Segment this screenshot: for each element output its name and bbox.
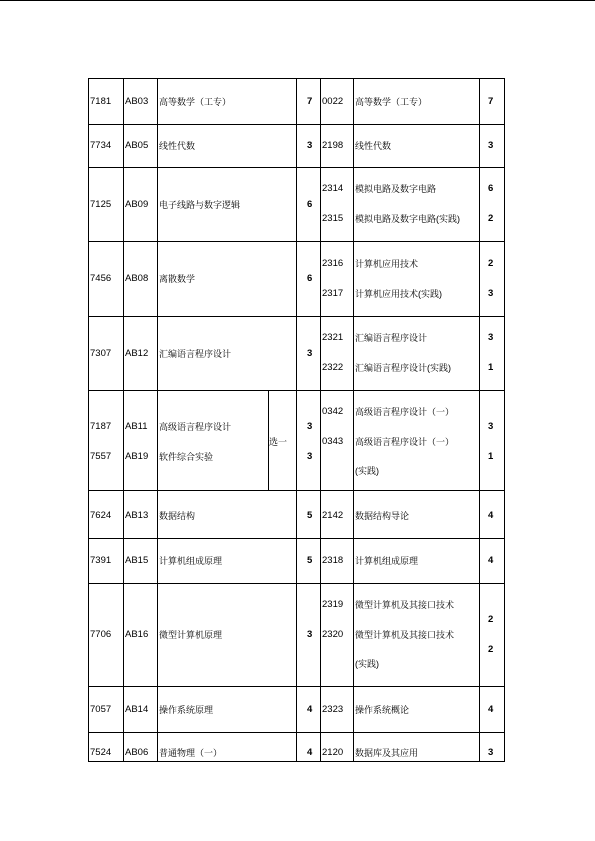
- course-code-cell: 7706: [90, 629, 112, 640]
- substitute-code-cell: 2316: [322, 258, 344, 269]
- course-code-cell: 7391: [90, 555, 112, 566]
- substitute-code-cell: 2322: [322, 362, 344, 373]
- substitute-name-cell: 高等数学（工专）: [355, 97, 428, 107]
- substitute-name-cell: 计算机应用技术(实践): [355, 289, 442, 299]
- course-name-cell: 离散数学: [159, 274, 196, 284]
- course-code-cell: 7125: [90, 199, 112, 210]
- course-code-cell: 7057: [90, 704, 112, 715]
- substitute-code-cell: 2120: [322, 747, 344, 758]
- course-id-cell: AB03: [125, 96, 149, 107]
- course-id-cell: AB19: [125, 451, 149, 462]
- course-name-cell: 线性代数: [159, 141, 196, 151]
- substitute-credits-cell: 3: [488, 140, 494, 151]
- substitute-name-continuation: (实践): [355, 466, 379, 476]
- substitute-credits-cell: 2: [488, 644, 494, 655]
- substitute-credits-cell: 6: [488, 183, 494, 194]
- substitute-name-cell: 操作系统概论: [355, 705, 410, 715]
- page-top-rule: [0, 0, 595, 1]
- credits-cell: 3: [307, 140, 313, 151]
- column-divider: [157, 78, 158, 762]
- substitute-code-cell: 2318: [322, 555, 344, 566]
- substitute-credits-cell: 4: [488, 555, 494, 566]
- substitute-credits-cell: 3: [488, 332, 494, 343]
- substitute-name-cell: 计算机组成原理: [355, 556, 419, 566]
- credits-cell: 4: [307, 704, 313, 715]
- substitute-name-cell: 高级语言程序设计（一）: [355, 437, 455, 447]
- course-id-cell: AB09: [125, 199, 149, 210]
- course-id-cell: AB16: [125, 629, 149, 640]
- substitute-credits-cell: 3: [488, 288, 494, 299]
- course-code-cell: 7181: [90, 96, 112, 107]
- substitute-credits-cell: 2: [488, 213, 494, 224]
- substitute-name-cell: 模拟电路及数字电路(实践): [355, 214, 460, 224]
- substitute-code-cell: 2321: [322, 332, 344, 343]
- substitute-name-cell: 数据结构导论: [355, 511, 410, 521]
- credits-cell: 6: [307, 199, 313, 210]
- course-name-cell: 计算机组成原理: [159, 556, 223, 566]
- course-name-cell: 高级语言程序设计: [159, 422, 232, 432]
- substitute-name-cell: 汇编语言程序设计(实践): [355, 363, 451, 373]
- substitute-credits-cell: 7: [488, 96, 494, 107]
- substitute-code-cell: 0342: [322, 406, 344, 417]
- course-id-cell: AB06: [125, 747, 149, 758]
- substitute-code-cell: 0022: [322, 96, 344, 107]
- substitute-credits-cell: 2: [488, 614, 494, 625]
- column-divider: [320, 78, 321, 762]
- course-id-cell: AB14: [125, 704, 149, 715]
- course-id-cell: AB12: [125, 348, 149, 359]
- substitute-name-cell: 微型计算机及其接口技术: [355, 600, 455, 610]
- course-code-cell: 7557: [90, 451, 112, 462]
- course-code-cell: 7524: [90, 747, 112, 758]
- course-mapping-table: [88, 78, 505, 762]
- substitute-credits-cell: 3: [488, 421, 494, 432]
- column-divider: [296, 78, 297, 762]
- substitute-name-cell: 模拟电路及数字电路: [355, 184, 437, 194]
- course-name-cell: 高等数学（工专）: [159, 97, 232, 107]
- substitute-code-cell: 2315: [322, 213, 344, 224]
- course-code-cell: 7187: [90, 421, 112, 432]
- substitute-code-cell: 2320: [322, 629, 344, 640]
- credits-cell: 3: [307, 421, 313, 432]
- substitute-credits-cell: 1: [488, 451, 494, 462]
- substitute-name-cell: 线性代数: [355, 141, 392, 151]
- substitute-credits-cell: 3: [488, 747, 494, 758]
- column-divider: [479, 78, 480, 762]
- substitute-name-cell: 微型计算机及其接口技术: [355, 630, 455, 640]
- substitute-code-cell: 2314: [322, 183, 344, 194]
- credits-cell: 5: [307, 510, 313, 521]
- substitute-name-cell: 汇编语言程序设计: [355, 333, 428, 343]
- substitute-credits-cell: 2: [488, 258, 494, 269]
- credits-cell: 4: [307, 747, 313, 758]
- course-name-cell: 数据结构: [159, 511, 196, 521]
- substitute-credits-cell: 4: [488, 510, 494, 521]
- substitute-code-cell: 2317: [322, 288, 344, 299]
- substitute-credits-cell: 4: [488, 704, 494, 715]
- credits-cell: 7: [307, 96, 313, 107]
- course-name-cell: 操作系统原理: [159, 705, 214, 715]
- course-code-cell: 7307: [90, 348, 112, 359]
- course-name-cell: 软件综合实验: [159, 452, 214, 462]
- course-name-cell: 汇编语言程序设计: [159, 349, 232, 359]
- substitute-code-cell: 2319: [322, 599, 344, 610]
- course-name-cell: 电子线路与数字逻辑: [159, 200, 241, 210]
- substitute-code-cell: 2142: [322, 510, 344, 521]
- substitute-name-cell: 计算机应用技术: [355, 259, 419, 269]
- course-name-cell: 普通物理（一）: [159, 748, 223, 758]
- substitute-credits-cell: 1: [488, 362, 494, 373]
- credits-cell: 3: [307, 629, 313, 640]
- course-code-cell: 7624: [90, 510, 112, 521]
- substitute-code-cell: 2323: [322, 704, 344, 715]
- substitute-name-cell: 高级语言程序设计（一）: [355, 407, 455, 417]
- credits-cell: 3: [307, 451, 313, 462]
- substitute-name-cell: 数据库及其应用: [355, 748, 419, 758]
- course-id-cell: AB13: [125, 510, 149, 521]
- course-code-cell: 7456: [90, 273, 112, 284]
- course-code-cell: 7734: [90, 140, 112, 151]
- credits-cell: 6: [307, 273, 313, 284]
- column-divider: [353, 78, 354, 762]
- table-border-left: [88, 78, 89, 762]
- substitute-name-continuation: (实践): [355, 659, 379, 669]
- course-name-cell: 微型计算机原理: [159, 630, 223, 640]
- substitute-code-cell: 2198: [322, 140, 344, 151]
- table-border-right: [504, 78, 505, 762]
- course-id-cell: AB05: [125, 140, 149, 151]
- course-id-cell: AB11: [125, 421, 148, 432]
- substitute-code-cell: 0343: [322, 436, 344, 447]
- credits-cell: 5: [307, 555, 313, 566]
- credits-cell: 3: [307, 348, 313, 359]
- elective-note: 选一: [269, 437, 288, 447]
- course-id-cell: AB08: [125, 273, 149, 284]
- course-id-cell: AB15: [125, 555, 149, 566]
- column-divider: [123, 78, 124, 762]
